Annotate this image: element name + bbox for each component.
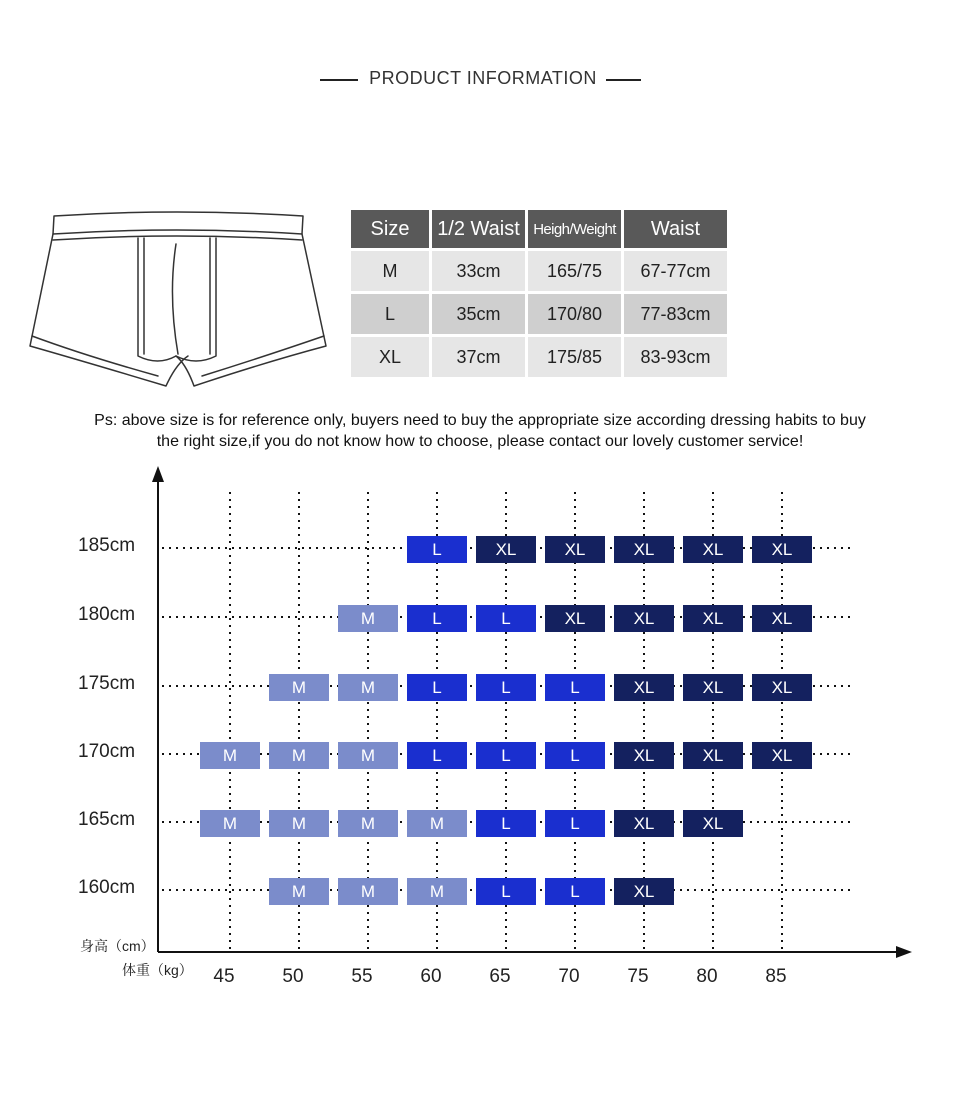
weight-tick-label: 75 <box>627 966 649 987</box>
weight-tick-label: 80 <box>696 966 718 987</box>
size-cell-l: L <box>407 605 467 632</box>
size-cell-m: M <box>269 810 329 837</box>
size-cell-xl: XL <box>614 878 674 905</box>
size-cell-l: L <box>476 878 536 905</box>
size-cell-xl: XL <box>476 536 536 563</box>
x-axis-arrow-icon <box>896 946 912 958</box>
x-axis-title: 体重（kg） <box>122 962 193 978</box>
page-title: PRODUCT INFORMATION <box>369 68 597 88</box>
size-cell-xl: XL <box>614 742 674 769</box>
weight-tick-label: 55 <box>351 966 373 987</box>
size-cell-xl: XL <box>545 605 605 632</box>
weight-tick-label: 50 <box>282 966 304 987</box>
size-cell: L <box>351 294 429 334</box>
weight-tick-label: 60 <box>420 966 442 987</box>
size-cell-xl: XL <box>614 536 674 563</box>
size-cell-m: M <box>407 878 467 905</box>
size-cell-m: M <box>338 742 398 769</box>
size-cell-l: L <box>545 742 605 769</box>
size-cell-xl: XL <box>752 742 812 769</box>
size-cell-xl: XL <box>614 605 674 632</box>
weight-tick-label: 85 <box>765 966 787 987</box>
size-cell-m: M <box>269 674 329 701</box>
half-waist-cell: 37cm <box>432 337 525 377</box>
size-note-line: Ps: above size is for reference only, buyers need to buy the appropriate size according dressing habits to buy <box>94 412 866 429</box>
y-axis-arrow-icon <box>152 466 164 482</box>
size-cell-l: L <box>407 536 467 563</box>
size-cell: XL <box>351 337 429 377</box>
height-weight-cell: 170/80 <box>528 294 621 334</box>
height-weight-cell: 165/75 <box>528 251 621 291</box>
size-cell-l: L <box>476 674 536 701</box>
size-cell-l: L <box>476 605 536 632</box>
y-axis-title: 身高（cm） <box>80 938 155 954</box>
size-cell-xl: XL <box>683 605 743 632</box>
size-cell-xl: XL <box>683 674 743 701</box>
size-cell-m: M <box>407 810 467 837</box>
size-cell-xl: XL <box>683 810 743 837</box>
size-cell-l: L <box>545 878 605 905</box>
height-tick-label: 185cm <box>78 535 136 556</box>
size-cell-l: L <box>407 742 467 769</box>
size-cell: M <box>351 251 429 291</box>
height-tick-label: 175cm <box>78 673 136 694</box>
size-cell-l: L <box>545 810 605 837</box>
size-cell-xl: XL <box>752 674 812 701</box>
size-cell-m: M <box>338 878 398 905</box>
size-cell-m: M <box>338 605 398 632</box>
height-tick-label: 180cm <box>78 604 136 625</box>
size-table-header: Size <box>351 210 429 248</box>
size-cell-xl: XL <box>545 536 605 563</box>
height-weight-cell: 175/85 <box>528 337 621 377</box>
size-cell-xl: XL <box>614 810 674 837</box>
size-cell-m: M <box>269 742 329 769</box>
size-table-header: Heigh/Weight <box>528 210 621 248</box>
weight-tick-label: 70 <box>558 966 580 987</box>
size-table-header: 1/2 Waist <box>432 210 525 248</box>
size-cell-l: L <box>407 674 467 701</box>
size-table-header: Waist <box>624 210 727 248</box>
waist-cell: 83-93cm <box>624 337 727 377</box>
height-tick-label: 160cm <box>78 877 136 898</box>
size-cell-m: M <box>200 742 260 769</box>
weight-tick-label: 45 <box>213 966 235 987</box>
size-cell-l: L <box>476 742 536 769</box>
half-waist-cell: 35cm <box>432 294 525 334</box>
half-waist-cell: 33cm <box>432 251 525 291</box>
size-cell-l: L <box>545 674 605 701</box>
weight-tick-label: 65 <box>489 966 511 987</box>
size-cell-xl: XL <box>683 536 743 563</box>
size-cell-xl: XL <box>752 536 812 563</box>
size-cell-m: M <box>200 810 260 837</box>
size-note-line: the right size,if you do not know how to choose, please contact our lovely customer service! <box>156 433 804 450</box>
size-cell-l: L <box>476 810 536 837</box>
size-cell-xl: XL <box>752 605 812 632</box>
height-tick-label: 170cm <box>78 741 136 762</box>
size-cell-m: M <box>338 674 398 701</box>
waist-cell: 77-83cm <box>624 294 727 334</box>
size-cell-xl: XL <box>614 674 674 701</box>
height-tick-label: 165cm <box>78 809 136 830</box>
size-cell-xl: XL <box>683 742 743 769</box>
waist-cell: 67-77cm <box>624 251 727 291</box>
size-cell-m: M <box>338 810 398 837</box>
size-cell-m: M <box>269 878 329 905</box>
